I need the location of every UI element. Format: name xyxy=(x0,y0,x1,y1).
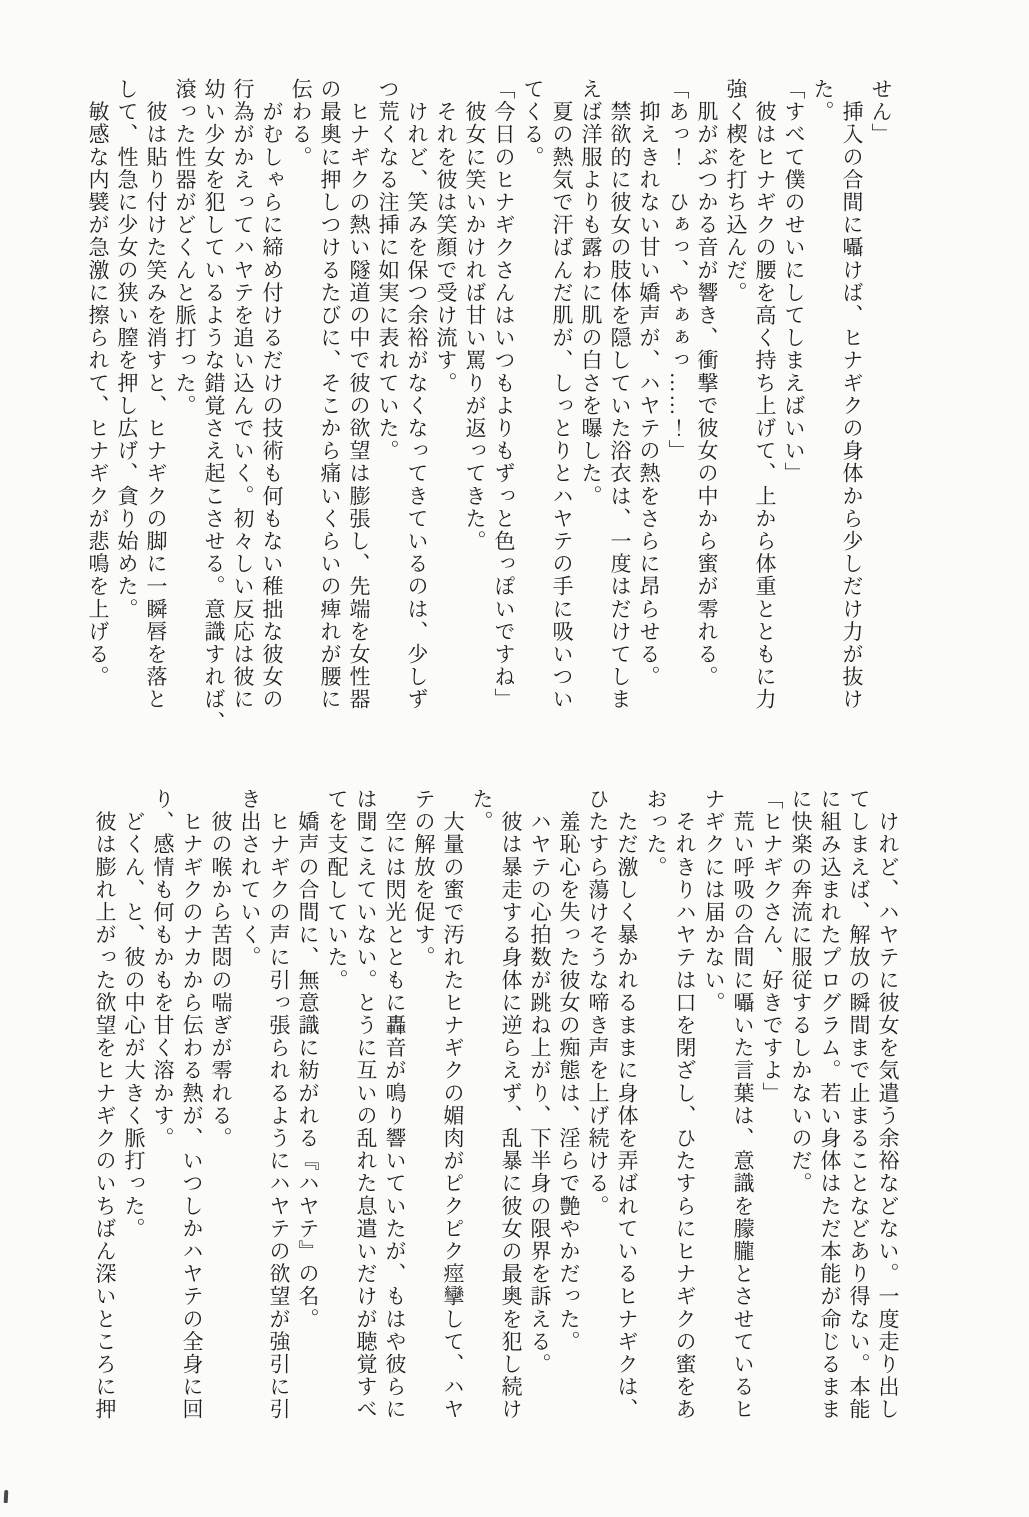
text-line: てを支配していた。 xyxy=(325,788,349,992)
text-line: 肌がぶつかる音が響き、衝撃で彼女の中から蜜が零れる。 xyxy=(695,78,719,689)
text-line: 「すべて僕のせいにしてしまえばいい」 xyxy=(782,78,806,485)
text-line: ただ激しく暴かれるままに身体を弄ばれているヒナギクは、 xyxy=(615,788,639,1421)
text-line: ナギクには届かない。 xyxy=(702,788,726,1014)
text-line: ひたすら蕩けそうな啼き声を上げ続ける。 xyxy=(586,788,610,1218)
text-line: 滾った性器がどくんと脈打った。 xyxy=(173,78,197,417)
text-line: けれど、ハヤテに彼女を気遣う余裕などない。一度走り出し xyxy=(876,788,900,1421)
text-line: 抑えきれない甘い嬌声が、ハヤテの熱をさらに昂らせる。 xyxy=(637,78,661,689)
text-line: せん」 xyxy=(869,78,893,146)
text-line: つ荒くなる注挿に如実に表れていた。 xyxy=(376,78,400,463)
text-line: どくん、と、彼の中心が大きく脈打った。 xyxy=(122,788,146,1240)
text-line: り、感情も何もかもを甘く溶かす。 xyxy=(151,788,175,1150)
text-line: た。 xyxy=(470,788,494,834)
text-block-bottom xyxy=(90,788,902,1472)
text-line: 「ヒナギクさん、好きですよ」 xyxy=(760,788,784,1105)
text-line: 彼は貼り付けた笑みを消すと、ヒナギクの脚に一瞬唇を落と xyxy=(144,78,168,711)
text-line: おった。 xyxy=(644,788,668,879)
text-line: 強く楔を打ち込んだ。 xyxy=(724,78,748,304)
text-line: 「今日のヒナギクさんはいつもよりもずっと色っぽいですね」 xyxy=(492,78,516,711)
text-line: して、性急に少女の狭い膣を押し広げ、貪り始めた。 xyxy=(115,78,139,621)
text-line: 荒い呼吸の合間に囁いた言葉は、意識を朦朧とさせているヒ xyxy=(731,788,755,1421)
text-line: がむしゃらに締め付けるだけの技術も何もない稚拙な彼女の xyxy=(260,78,284,711)
text-line: 羞恥心を失った彼女の痴態は、淫らで艶やかだった。 xyxy=(557,788,581,1353)
text-line: テの解放を促す。 xyxy=(412,788,436,969)
text-line: 伝わる。 xyxy=(289,78,313,169)
text-line: 彼は暴走する身体に逆らえず、乱暴に彼女の最奥を犯し続け xyxy=(499,788,523,1421)
text-line: えば洋服よりも露わに肌の白さを曝した。 xyxy=(579,78,603,508)
text-line: は聞こえていない。とうに互いの乱れた息遣いだけが聴覚すべ xyxy=(354,788,378,1421)
text-line: 彼女に笑いかければ甘い罵りが返ってきた。 xyxy=(463,78,487,553)
text-line: 彼の喉から苦悶の喘ぎが零れる。 xyxy=(209,788,233,1150)
text-line: の最奥に押しつけるたびに、そこから痛いくらいの痺れが腰に xyxy=(318,78,342,711)
text-block-top xyxy=(83,78,895,750)
text-line: に快楽の奔流に服従するしかないのだ。 xyxy=(789,788,813,1195)
text-line: ヒナギクの声に引っ張られるようにハヤテの欲望が強引に引 xyxy=(267,788,291,1421)
text-line: 空には閃光とともに轟音が鳴り響いていたが、もはや彼らに xyxy=(383,788,407,1421)
text-line: それを彼は笑顔で受け流す。 xyxy=(434,78,458,395)
text-line: 敏感な内襞が急激に擦られて、ヒナギクが悲鳴を上げる。 xyxy=(86,78,110,689)
text-line: 夏の熱気で汗ばんだ肌が、しっとりとハヤテの手に吸いつい xyxy=(550,78,574,711)
text-line: 嬌声の合間に、無意識に紡がれる『ハヤテ』の名。 xyxy=(296,788,320,1331)
text-line: 禁欲的に彼女の肢体を隠していた浴衣は、一度はだけてしま xyxy=(608,78,632,711)
text-line: た。 xyxy=(811,78,835,124)
text-line: に組み込まれたプログラム。若い身体はただ本能が命じるまま xyxy=(818,788,842,1421)
text-line: 行為がかえってハヤテを追い込んでいく。初々しい反応は彼に xyxy=(231,78,255,711)
text-line: ヒナギクのナカから伝わる熱が、いつしかハヤテの全身に回 xyxy=(180,788,204,1421)
text-line: ハヤテの心拍数が跳ね上がり、下半身の限界を訴える。 xyxy=(528,788,552,1376)
text-line: 「あっ！ ひぁっ、やぁぁっ……！」 xyxy=(666,78,690,463)
text-line: 挿入の合間に囁けば、ヒナギクの身体から少しだけ力が抜け xyxy=(840,78,864,711)
text-line: 彼は膨れ上がった欲望をヒナギクのいちばん深いところに押 xyxy=(93,788,117,1421)
text-line: それきりハヤテは口を閉ざし、ひたすらにヒナギクの蜜をあ xyxy=(673,788,697,1421)
text-line: けれど、笑みを保つ余裕がなくなってきているのは、少しず xyxy=(405,78,429,711)
text-line: てしまえば、解放の瞬間まで止まることなどあり得ない。本能 xyxy=(847,788,871,1421)
text-line: 大量の蜜で汚れたヒナギクの媚肉がピクピク痙攣して、ハヤ xyxy=(441,788,465,1421)
text-line: ヒナギクの熱い隧道の中で彼の欲望は膨張し、先端を女性器 xyxy=(347,78,371,711)
text-line: てくる。 xyxy=(521,78,545,169)
text-line: 彼はヒナギクの腰を高く持ち上げて、上から体重とともに力 xyxy=(753,78,777,711)
text-line: 幼い少女を犯しているような錯覚さえ起こさせる。意識すれば、 xyxy=(202,78,226,734)
text-line: き出されていく。 xyxy=(238,788,262,969)
print-artifact-mark xyxy=(4,1490,9,1503)
